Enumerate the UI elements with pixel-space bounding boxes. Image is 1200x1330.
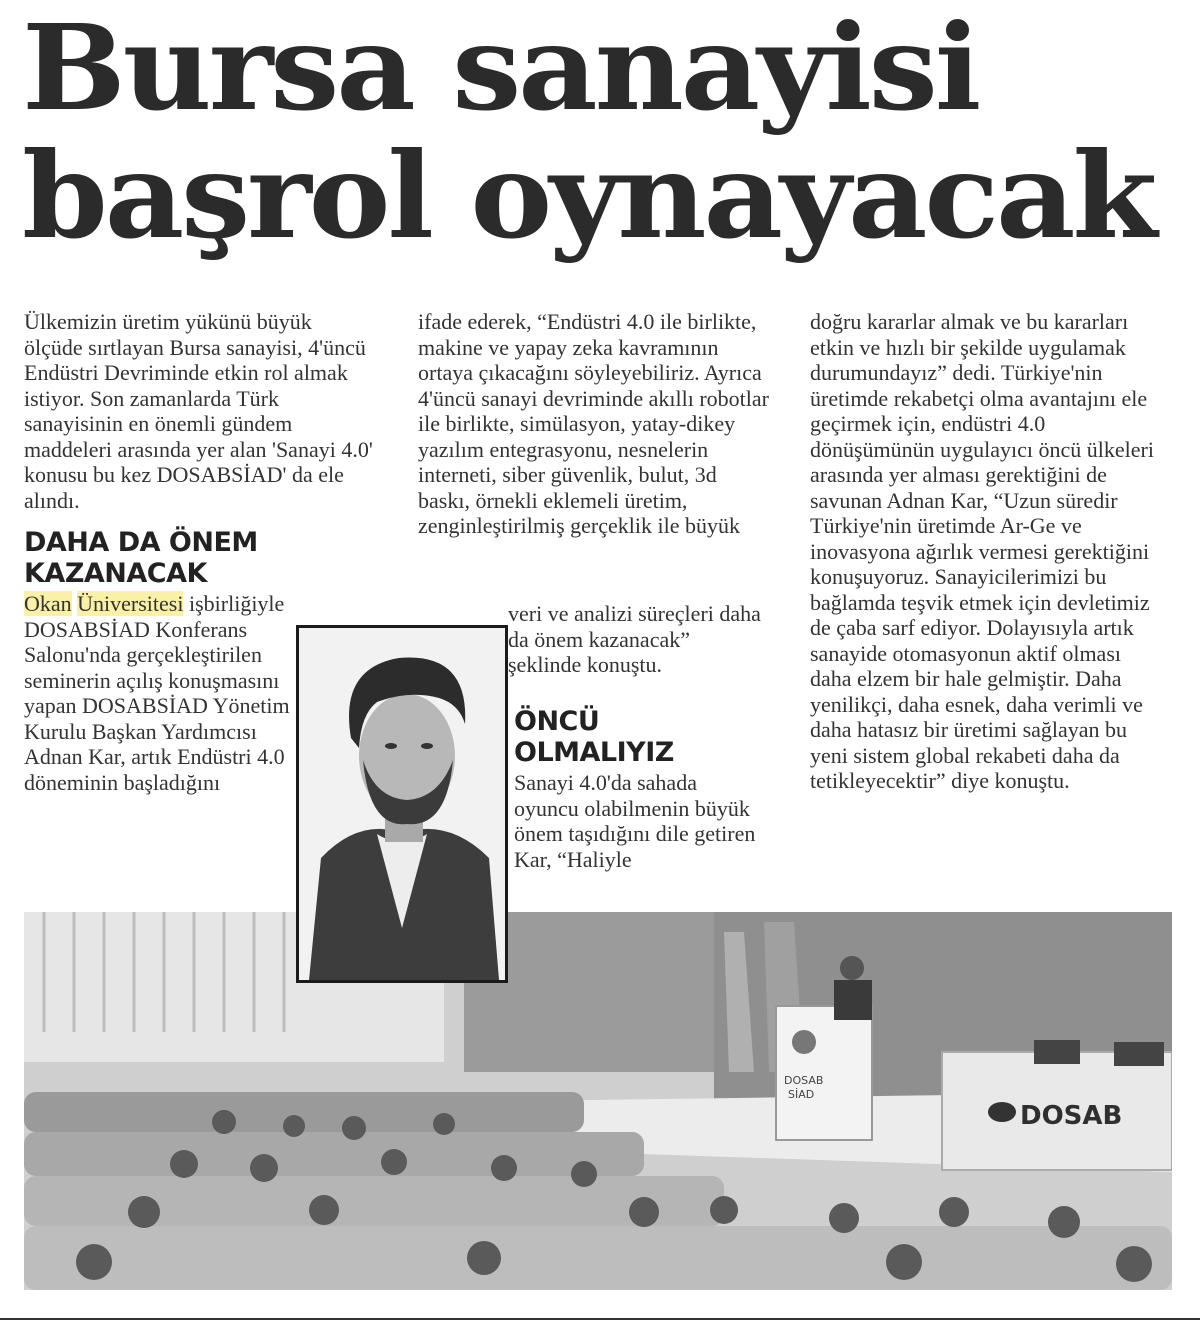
subheading-line-2: KAZANACAK <box>24 558 207 589</box>
col2-paragraph-1: ifade ederek, “Endüstri 4.0 ile birlikte, makine ve yapay zeka kavramının ortaya çıkacağını söyleyebiliriz. Ayrıca 4'üncü sanayi devriminde akıllı robotlar ile birlikte, simülasyon, yatay-dikey yazılım entegrasyonu, nesnelerin interneti, siber güvenlik, bulut, 3d baskı, örnekli eklemeli üretim, zenginleştirilmiş gerçeklik ile büyük <box>418 309 769 538</box>
podium-text-2: SİAD <box>788 1088 815 1101</box>
subheading-daha-da-onem <box>24 527 374 589</box>
portrait-photo-adnan-kar <box>296 625 508 983</box>
col2-paragraph-2: Sanayi 4.0'da sahada oyuncu olabilmenin büyük önem taşıdığını dile getiren Kar, “Haliyle <box>514 770 756 872</box>
article-column-2 <box>418 309 778 539</box>
seminar-hall-photo <box>24 912 1172 1290</box>
subheading-line-1: DAHA DA ÖNEM <box>24 527 258 558</box>
subheading-oncu-olmaliyiz <box>514 706 774 768</box>
headline <box>22 0 1200 265</box>
col2-paragraph-1-continued-wrap <box>508 601 768 678</box>
portrait-illustration <box>299 628 505 980</box>
col2-paragraph-1-continued: veri ve analizi süreçleri daha da önem kazanacak” şeklinde konuştu. <box>508 601 761 677</box>
highlight-okan: Okan <box>24 591 72 616</box>
col2-section-oncu <box>514 706 774 872</box>
col3-paragraph-1: doğru kararlar almak ve bu kararları etkin ve hızlı bir şekilde uygulamak durumundayız” dedi. Türkiye'nin üretimde rekabetçi olma avantajını ele geçirmek için, endüstri 4.0 dönüşümünün uygulayıcı öncü ülkeleri arasında yer alması gerektiğini de savunan Adnan Kar, “Uzun süredir Türkiye'nin üretimde Ar-Ge ve inovasyona ağırlık vermesi gerektiğini konuşuyoruz. Sanayicilerimizi bu bağlamda teşvik etmek için devletimiz de çaba sarf ediyor. Dolayısıyla artık sanayide otomasyonun aktif olması daha elzem bir hale gelmiştir. Daha yenilikçi, daha esnek, daha verimli ve daha hatasız bir üretimi sağlayan bu yeni sistem global rekabeti daha da tetikleyecektir” diye konuştu. <box>810 309 1154 793</box>
highlight-universitesi: Üniversitesi <box>77 591 184 616</box>
subheading-oncu-line-2: OLMALIYIZ <box>514 737 674 768</box>
podium <box>776 1006 872 1140</box>
podium-text-1: DOSAB <box>784 1074 824 1087</box>
headline-line-1: Bursa sanayisi <box>22 0 979 137</box>
col1-paragraph-2-text: işbirliğiyle DOSABSİAD Konferans Salonu'nda gerçekleştirilen seminerin açılış konuşmasını yapan DOSABSİAD Yönetim Kurulu Başkan Yardımcısı Adnan Kar, artık Endüstri 4.0 döneminin başladığını <box>24 591 290 795</box>
page-bottom-rule <box>0 1318 1200 1320</box>
subheading-oncu-line-1: ÖNCÜ <box>514 706 600 737</box>
col1-paragraph-1: Ülkemizin üretim yükünü büyük ölçüde sırtlayan Bursa sanayisi, 4'üncü Endüstri Devriminde etkin rol almak istiyor. Son zamanlarda Türk sanayisinin en önemli gündem maddeleri arasında yer alan 'Sanayi 4.0' konusu bu kez DOSABSİAD' da ele alındı. <box>24 309 373 513</box>
banner-text: DOSAB <box>1020 1101 1123 1131</box>
headline-line-2: başrol oynayacak <box>22 126 1155 265</box>
seminar-hall-illustration <box>24 912 1172 1290</box>
article-column-3 <box>810 309 1160 794</box>
col1-paragraph-2 <box>24 591 292 795</box>
